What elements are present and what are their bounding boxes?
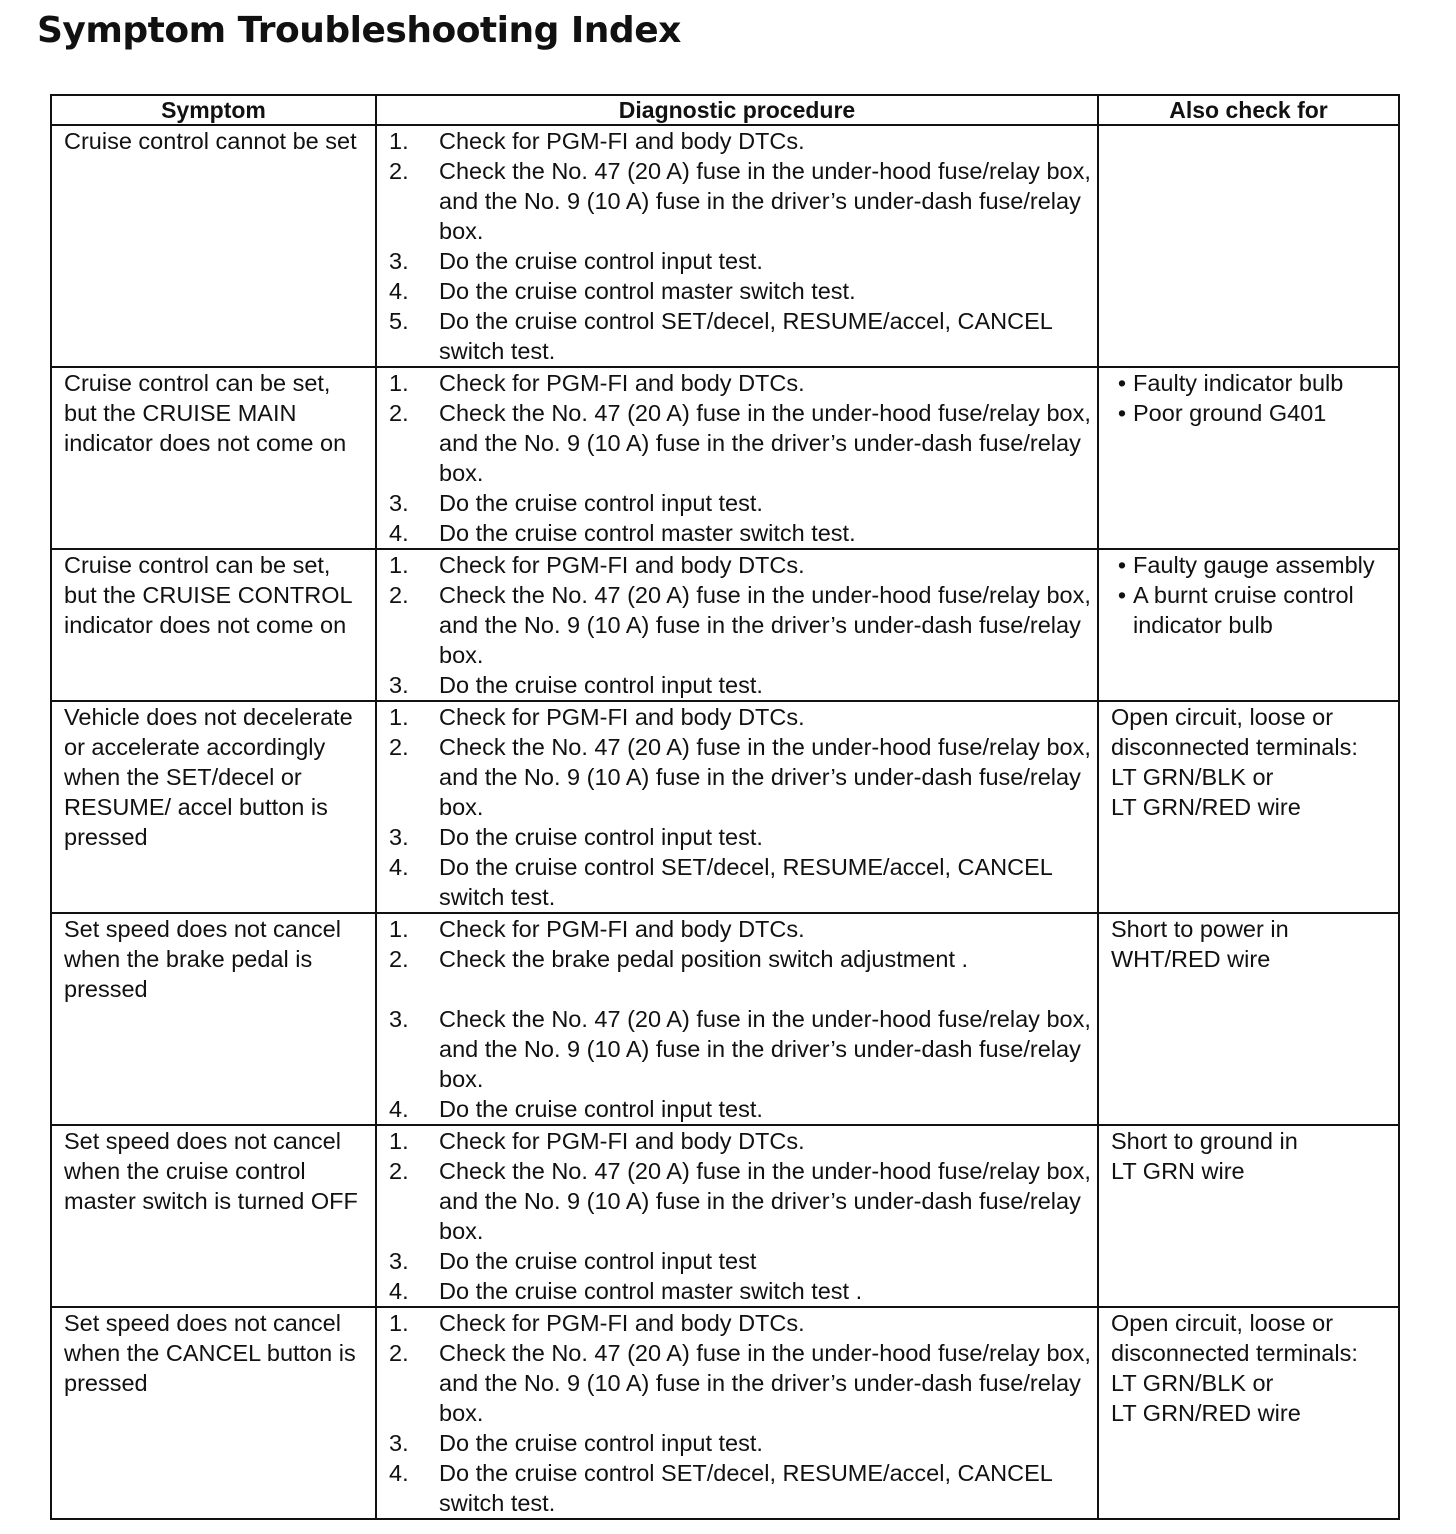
table-row <box>51 367 1399 549</box>
procedure-step <box>389 156 1091 246</box>
table-row <box>51 1125 1399 1307</box>
step-text: Do the cruise control master switch test . <box>439 1278 863 1304</box>
symptom-cell: Cruise control can be set, but the CRUISE CONTROL indicator does not come on <box>51 549 376 701</box>
procedure-step-list <box>389 914 1091 1124</box>
also-check-item <box>1111 580 1392 640</box>
column-header-symptom: Symptom <box>51 95 376 125</box>
also-check-line: Short to power in WHT/RED wire <box>1111 916 1289 972</box>
also-check-text: Poor ground G401 <box>1133 400 1327 426</box>
step-text: Check the brake pedal position switch adjustment . <box>439 946 969 972</box>
step-text: Do the cruise control input test. <box>439 1096 763 1122</box>
step-number: 2. <box>389 1158 409 1184</box>
procedure-step <box>389 1094 1091 1124</box>
symptom-cell: Set speed does not cancel when the CANCEL button is pressed <box>51 1307 376 1519</box>
procedure-step-list <box>389 1126 1091 1306</box>
procedure-step <box>389 306 1091 366</box>
step-number: 4. <box>389 278 409 304</box>
troubleshooting-table <box>50 94 1400 1520</box>
procedure-step <box>389 276 1091 306</box>
procedure-step <box>389 670 1091 700</box>
table-row <box>51 549 1399 701</box>
procedure-step <box>389 1004 1091 1094</box>
procedure-step <box>389 1246 1091 1276</box>
also-check-text: A burnt cruise control indicator bulb <box>1133 582 1354 638</box>
step-text: Do the cruise control input test. <box>439 1430 763 1456</box>
step-number: 3. <box>389 672 409 698</box>
also-check-cell <box>1098 367 1399 549</box>
step-text: Do the cruise control SET/decel, RESUME/accel, CANCEL switch test. <box>439 308 1052 364</box>
procedure-step <box>389 368 1091 398</box>
step-text: Check for PGM-FI and body DTCs. <box>439 370 805 396</box>
step-text: Do the cruise control input test. <box>439 248 763 274</box>
symptom-cell: Set speed does not cancel when the brake pedal is pressed <box>51 913 376 1125</box>
procedure-cell <box>376 1307 1098 1519</box>
procedure-cell <box>376 125 1098 367</box>
step-number: 4. <box>389 1278 409 1304</box>
also-check-text: Faulty indicator bulb <box>1133 370 1344 396</box>
bullet-icon: • <box>1117 552 1127 578</box>
step-number: 1. <box>389 916 409 942</box>
step-text: Do the cruise control input test. <box>439 824 763 850</box>
step-text: Check for PGM-FI and body DTCs. <box>439 1128 805 1154</box>
step-text: Do the cruise control master switch test. <box>439 278 856 304</box>
procedure-step <box>389 732 1091 822</box>
step-text: Check for PGM-FI and body DTCs. <box>439 1310 805 1336</box>
step-number: 2. <box>389 158 409 184</box>
procedure-step <box>389 1276 1091 1306</box>
step-number: 1. <box>389 704 409 730</box>
procedure-step-list <box>389 126 1091 366</box>
also-check-line: LT GRN wire <box>1111 1158 1245 1184</box>
also-check-cell <box>1098 1307 1399 1519</box>
step-number: 2. <box>389 946 409 972</box>
procedure-step <box>389 126 1091 156</box>
procedure-step <box>389 702 1091 732</box>
also-check-line: Short to ground in <box>1111 1128 1298 1154</box>
step-number: 2. <box>389 400 409 426</box>
column-header-also-check: Also check for <box>1098 95 1399 125</box>
step-text: Do the cruise control input test. <box>439 490 763 516</box>
step-number: 1. <box>389 128 409 154</box>
procedure-step <box>389 1126 1091 1156</box>
procedure-step <box>389 246 1091 276</box>
also-check-cell <box>1098 1125 1399 1307</box>
page-title: Symptom Troubleshooting Index <box>37 10 681 51</box>
procedure-step <box>389 822 1091 852</box>
step-text: Check for PGM-FI and body DTCs. <box>439 552 805 578</box>
procedure-step-list <box>389 550 1091 700</box>
procedure-step <box>389 914 1091 944</box>
procedure-step <box>389 1308 1091 1338</box>
procedure-step <box>389 550 1091 580</box>
procedure-cell <box>376 367 1098 549</box>
step-text: Check the No. 47 (20 A) fuse in the under-hood fuse/relay box, and the No. 9 (10 A) fuse in the driver’s under-dash fuse/relay box. <box>439 158 1091 244</box>
symptom-cell: Set speed does not cancel when the cruise control master switch is turned OFF <box>51 1125 376 1307</box>
table-row <box>51 1307 1399 1519</box>
procedure-step-list <box>389 368 1091 548</box>
step-number: 3. <box>389 824 409 850</box>
step-number: 4. <box>389 854 409 880</box>
procedure-step <box>389 398 1091 488</box>
procedure-cell <box>376 913 1098 1125</box>
step-text: Check for PGM-FI and body DTCs. <box>439 128 805 154</box>
step-number: 4. <box>389 1096 409 1122</box>
procedure-step <box>389 852 1091 912</box>
step-text: Do the cruise control SET/decel, RESUME/accel, CANCEL switch test. <box>439 854 1052 910</box>
also-check-line: LT GRN/BLK or <box>1111 1370 1274 1396</box>
step-number: 3. <box>389 1006 409 1032</box>
procedure-step-list <box>389 702 1091 912</box>
step-number: 3. <box>389 1430 409 1456</box>
procedure-step <box>389 1428 1091 1458</box>
also-check-cell <box>1098 549 1399 701</box>
procedure-step <box>389 488 1091 518</box>
also-check-item <box>1111 398 1392 428</box>
step-text: Check the No. 47 (20 A) fuse in the under-hood fuse/relay box, and the No. 9 (10 A) fuse in the driver’s under-dash fuse/relay box. <box>439 582 1091 668</box>
step-number: 4. <box>389 520 409 546</box>
table-header-row <box>51 95 1399 125</box>
also-check-list <box>1111 368 1392 428</box>
procedure-step <box>389 580 1091 670</box>
also-check-line: Open circuit, loose or disconnected terminals: <box>1111 704 1358 760</box>
step-text: Do the cruise control input test. <box>439 672 763 698</box>
also-check-item <box>1111 368 1392 398</box>
step-text: Do the cruise control input test <box>439 1248 757 1274</box>
step-text: Check the No. 47 (20 A) fuse in the under-hood fuse/relay box, and the No. 9 (10 A) fuse in the driver’s under-dash fuse/relay box. <box>439 1158 1091 1244</box>
table-row <box>51 913 1399 1125</box>
step-text: Check the No. 47 (20 A) fuse in the under-hood fuse/relay box, and the No. 9 (10 A) fuse in the driver’s under-dash fuse/relay box. <box>439 734 1091 820</box>
also-check-line: Open circuit, loose or disconnected terminals: <box>1111 1310 1358 1366</box>
also-check-text: Faulty gauge assembly <box>1133 552 1375 578</box>
procedure-cell <box>376 701 1098 913</box>
also-check-cell <box>1098 913 1399 1125</box>
step-number: 3. <box>389 490 409 516</box>
step-text: Check for PGM-FI and body DTCs. <box>439 916 805 942</box>
also-check-item <box>1111 550 1392 580</box>
procedure-step <box>389 1156 1091 1246</box>
step-text: Check the No. 47 (20 A) fuse in the under-hood fuse/relay box, and the No. 9 (10 A) fuse in the driver’s under-dash fuse/relay box. <box>439 1006 1091 1092</box>
also-check-cell <box>1098 701 1399 913</box>
bullet-icon: • <box>1117 400 1127 426</box>
column-header-procedure: Diagnostic procedure <box>376 95 1098 125</box>
bullet-icon: • <box>1117 370 1127 396</box>
step-number: 2. <box>389 582 409 608</box>
symptom-cell: Cruise control can be set, but the CRUISE MAIN indicator does not come on <box>51 367 376 549</box>
procedure-step-list <box>389 1308 1091 1518</box>
also-check-list <box>1111 550 1392 640</box>
step-number: 3. <box>389 248 409 274</box>
also-check-line: LT GRN/RED wire <box>1111 794 1301 820</box>
step-number: 1. <box>389 552 409 578</box>
step-text: Check the No. 47 (20 A) fuse in the under-hood fuse/relay box, and the No. 9 (10 A) fuse in the driver’s under-dash fuse/relay box. <box>439 400 1091 486</box>
step-number: 3. <box>389 1248 409 1274</box>
step-number: 1. <box>389 370 409 396</box>
procedure-cell <box>376 1125 1098 1307</box>
step-number: 1. <box>389 1128 409 1154</box>
table-row <box>51 701 1399 913</box>
procedure-step <box>389 1338 1091 1428</box>
step-text: Do the cruise control master switch test. <box>439 520 856 546</box>
table-row <box>51 125 1399 367</box>
also-check-line: LT GRN/BLK or <box>1111 764 1274 790</box>
procedure-cell <box>376 549 1098 701</box>
step-number: 5. <box>389 308 409 334</box>
step-text: Check the No. 47 (20 A) fuse in the under-hood fuse/relay box, and the No. 9 (10 A) fuse in the driver’s under-dash fuse/relay box. <box>439 1340 1091 1426</box>
also-check-cell <box>1098 125 1399 367</box>
step-number: 2. <box>389 734 409 760</box>
procedure-step <box>389 1458 1091 1518</box>
procedure-step <box>389 944 1091 974</box>
step-text: Check for PGM-FI and body DTCs. <box>439 704 805 730</box>
bullet-icon: • <box>1117 582 1127 608</box>
symptom-cell: Cruise control cannot be set <box>51 125 376 367</box>
also-check-line: LT GRN/RED wire <box>1111 1400 1301 1426</box>
step-text: Do the cruise control SET/decel, RESUME/accel, CANCEL switch test. <box>439 1460 1052 1516</box>
step-number: 4. <box>389 1460 409 1486</box>
symptom-cell: Vehicle does not decelerate or accelerate accordingly when the SET/decel or RESUME/ accel button is pressed <box>51 701 376 913</box>
table-body <box>51 125 1399 1519</box>
step-number: 1. <box>389 1310 409 1336</box>
step-number: 2. <box>389 1340 409 1366</box>
procedure-step <box>389 518 1091 548</box>
